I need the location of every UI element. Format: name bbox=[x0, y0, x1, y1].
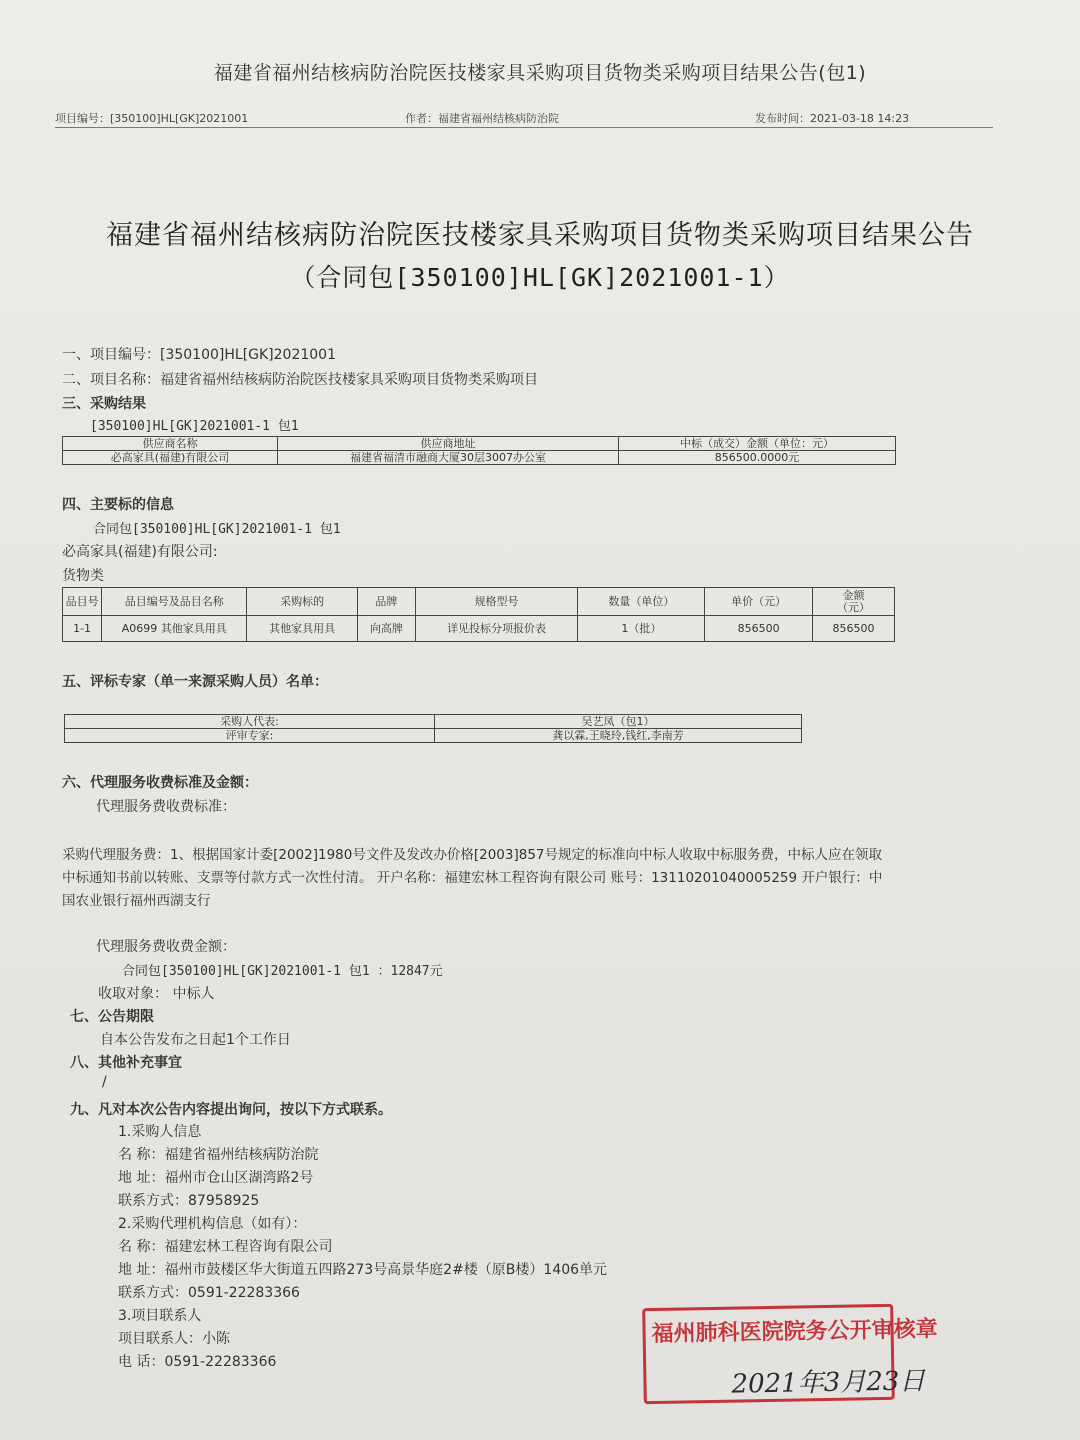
sub-title: （合同包[350100]HL[GK]2021001-1） bbox=[290, 263, 790, 292]
expert-label-reviewers: 评审专家: bbox=[65, 729, 435, 743]
section-9-heading: 九、凡对本次公告内容提出询问，按以下方式联系。 bbox=[70, 1102, 392, 1118]
goods-header-item-no: 品目号 bbox=[63, 588, 102, 616]
section-6-standard-label: 代理服务费收费标准： bbox=[96, 799, 236, 815]
fee-target: 收取对象： 中标人 bbox=[98, 986, 215, 1002]
goods-header-spec: 规格型号 bbox=[415, 588, 578, 616]
fee-amount-label: 代理服务费收费金额： bbox=[96, 939, 236, 955]
result-cell-amount: 856500.0000元 bbox=[619, 451, 896, 465]
fee-text-line-1: 采购代理服务费：1、根据国家计委[2002]1980号文件及发改办价格[2003]857号规定的标准向中标人收取中标服务费，中标人应在领取 bbox=[62, 847, 882, 863]
section-8-heading: 八、其他补充事宜 bbox=[70, 1055, 182, 1071]
agency-phone: 联系方式：0591-22283366 bbox=[118, 1285, 300, 1301]
section-4-category: 货物类 bbox=[62, 568, 104, 584]
section-6-heading: 六、代理服务收费标准及金额： bbox=[62, 775, 258, 791]
result-cell-address: 福建省福清市融商大厦30层3007办公室 bbox=[278, 451, 619, 465]
goods-cell-brand: 向高牌 bbox=[357, 616, 415, 642]
result-header-address: 供应商地址 bbox=[278, 437, 619, 451]
contact-3-heading: 3.项目联系人 bbox=[118, 1308, 202, 1324]
purchaser-phone: 联系方式：87958925 bbox=[118, 1193, 260, 1209]
agency-name: 名 称：福建宏林工程咨询有限公司 bbox=[118, 1239, 333, 1255]
goods-header-subject: 采购标的 bbox=[247, 588, 358, 616]
publish-time-meta: 发布时间：2021-03-18 14:23 bbox=[755, 112, 910, 125]
section-5-heading: 五、评标专家（单一来源采购人员）名单： bbox=[62, 674, 328, 690]
goods-table bbox=[62, 587, 895, 642]
project-number-meta: 项目编号：[350100]HL[GK]2021001 bbox=[55, 112, 249, 125]
goods-header-item-code: 品目编号及品目名称 bbox=[102, 588, 247, 616]
goods-header-brand: 品牌 bbox=[357, 588, 415, 616]
stamp-handwritten-date: 2021年3月23日 bbox=[731, 1366, 926, 1400]
section-4-package: 合同包[350100]HL[GK]2021001-1 包1 bbox=[93, 522, 341, 537]
section-8-text: / bbox=[102, 1074, 107, 1090]
goods-cell-amount: 856500 bbox=[813, 616, 895, 642]
page-header-title: 福建省福州结核病防治院医技楼家具采购项目货物类采购项目结果公告(包1) bbox=[213, 62, 867, 84]
goods-cell-item-code: A0699 其他家具用具 bbox=[102, 616, 247, 642]
result-cell-supplier: 必高家具(福建)有限公司 bbox=[63, 451, 278, 465]
goods-cell-spec: 详见投标分项报价表 bbox=[415, 616, 578, 642]
contact-2-heading: 2.采购代理机构信息（如有）： bbox=[118, 1216, 307, 1232]
goods-cell-subject: 其他家具用具 bbox=[247, 616, 358, 642]
fee-text-line-3: 国农业银行福州西湖支行 bbox=[62, 893, 211, 909]
goods-cell-quantity: 1（批） bbox=[578, 616, 705, 642]
author-meta: 作者：福建省福州结核病防治院 bbox=[405, 112, 559, 125]
project-contact-phone: 电 话：0591-22283366 bbox=[118, 1354, 277, 1370]
section-4-supplier: 必高家具(福建)有限公司: bbox=[62, 544, 218, 560]
main-title: 福建省福州结核病防治院医技楼家具采购项目货物类采购项目结果公告 bbox=[106, 220, 974, 251]
section-7-text: 自本公告发布之日起1个工作日 bbox=[100, 1032, 291, 1048]
expert-value-purchaser: 吴艺凤（包1） bbox=[435, 715, 802, 729]
expert-table bbox=[64, 714, 802, 743]
expert-label-purchaser: 采购人代表: bbox=[65, 715, 435, 729]
agency-address: 地 址：福州市鼓楼区华大街道五四路273号高景华庭2#楼（原B楼）1406单元 bbox=[118, 1262, 608, 1278]
project-contact-person: 项目联系人：小陈 bbox=[118, 1331, 230, 1347]
section-7-heading: 七、公告期限 bbox=[70, 1009, 154, 1025]
fee-text-line-2: 中标通知书前以转账、支票等付款方式一次性付清。 开户名称：福建宏林工程咨询有限公司 账号：13110201040005259 开户银行：中 bbox=[62, 870, 883, 886]
header-divider bbox=[55, 127, 993, 128]
stamp-text: 福州肺科医院院务公开审核章 bbox=[651, 1317, 938, 1348]
result-header-amount: 中标（成交）金额（单位：元） bbox=[619, 437, 896, 451]
section-3-package: [350100]HL[GK]2021001-1 包1 bbox=[90, 419, 299, 434]
section-1-project-number: 一、项目编号：[350100]HL[GK]2021001 bbox=[62, 347, 336, 363]
fee-amount: 合同包[350100]HL[GK]2021001-1 包1 ：12847元 bbox=[122, 964, 443, 979]
review-stamp bbox=[642, 1304, 938, 1404]
goods-header-quantity: 数量（单位） bbox=[578, 588, 705, 616]
goods-header-unit-price: 单价（元） bbox=[705, 588, 813, 616]
section-3-heading: 三、采购结果 bbox=[62, 396, 146, 412]
purchaser-address: 地 址：福州市仓山区湖湾路2号 bbox=[118, 1170, 314, 1186]
section-4-heading: 四、主要标的信息 bbox=[62, 497, 174, 513]
purchaser-name: 名 称：福建省福州结核病防治院 bbox=[118, 1147, 319, 1163]
result-table bbox=[62, 436, 896, 465]
section-2-project-name: 二、项目名称：福建省福州结核病防治院医技楼家具采购项目货物类采购项目 bbox=[62, 372, 538, 388]
goods-cell-item-no: 1-1 bbox=[63, 616, 102, 642]
expert-value-reviewers: 龚以霖,王晓玲,钱红,李南芳 bbox=[435, 729, 802, 743]
contact-1-heading: 1.采购人信息 bbox=[118, 1124, 202, 1140]
goods-cell-unit-price: 856500 bbox=[705, 616, 813, 642]
result-header-supplier: 供应商名称 bbox=[63, 437, 278, 451]
goods-header-amount: 金额（元） bbox=[813, 588, 895, 616]
